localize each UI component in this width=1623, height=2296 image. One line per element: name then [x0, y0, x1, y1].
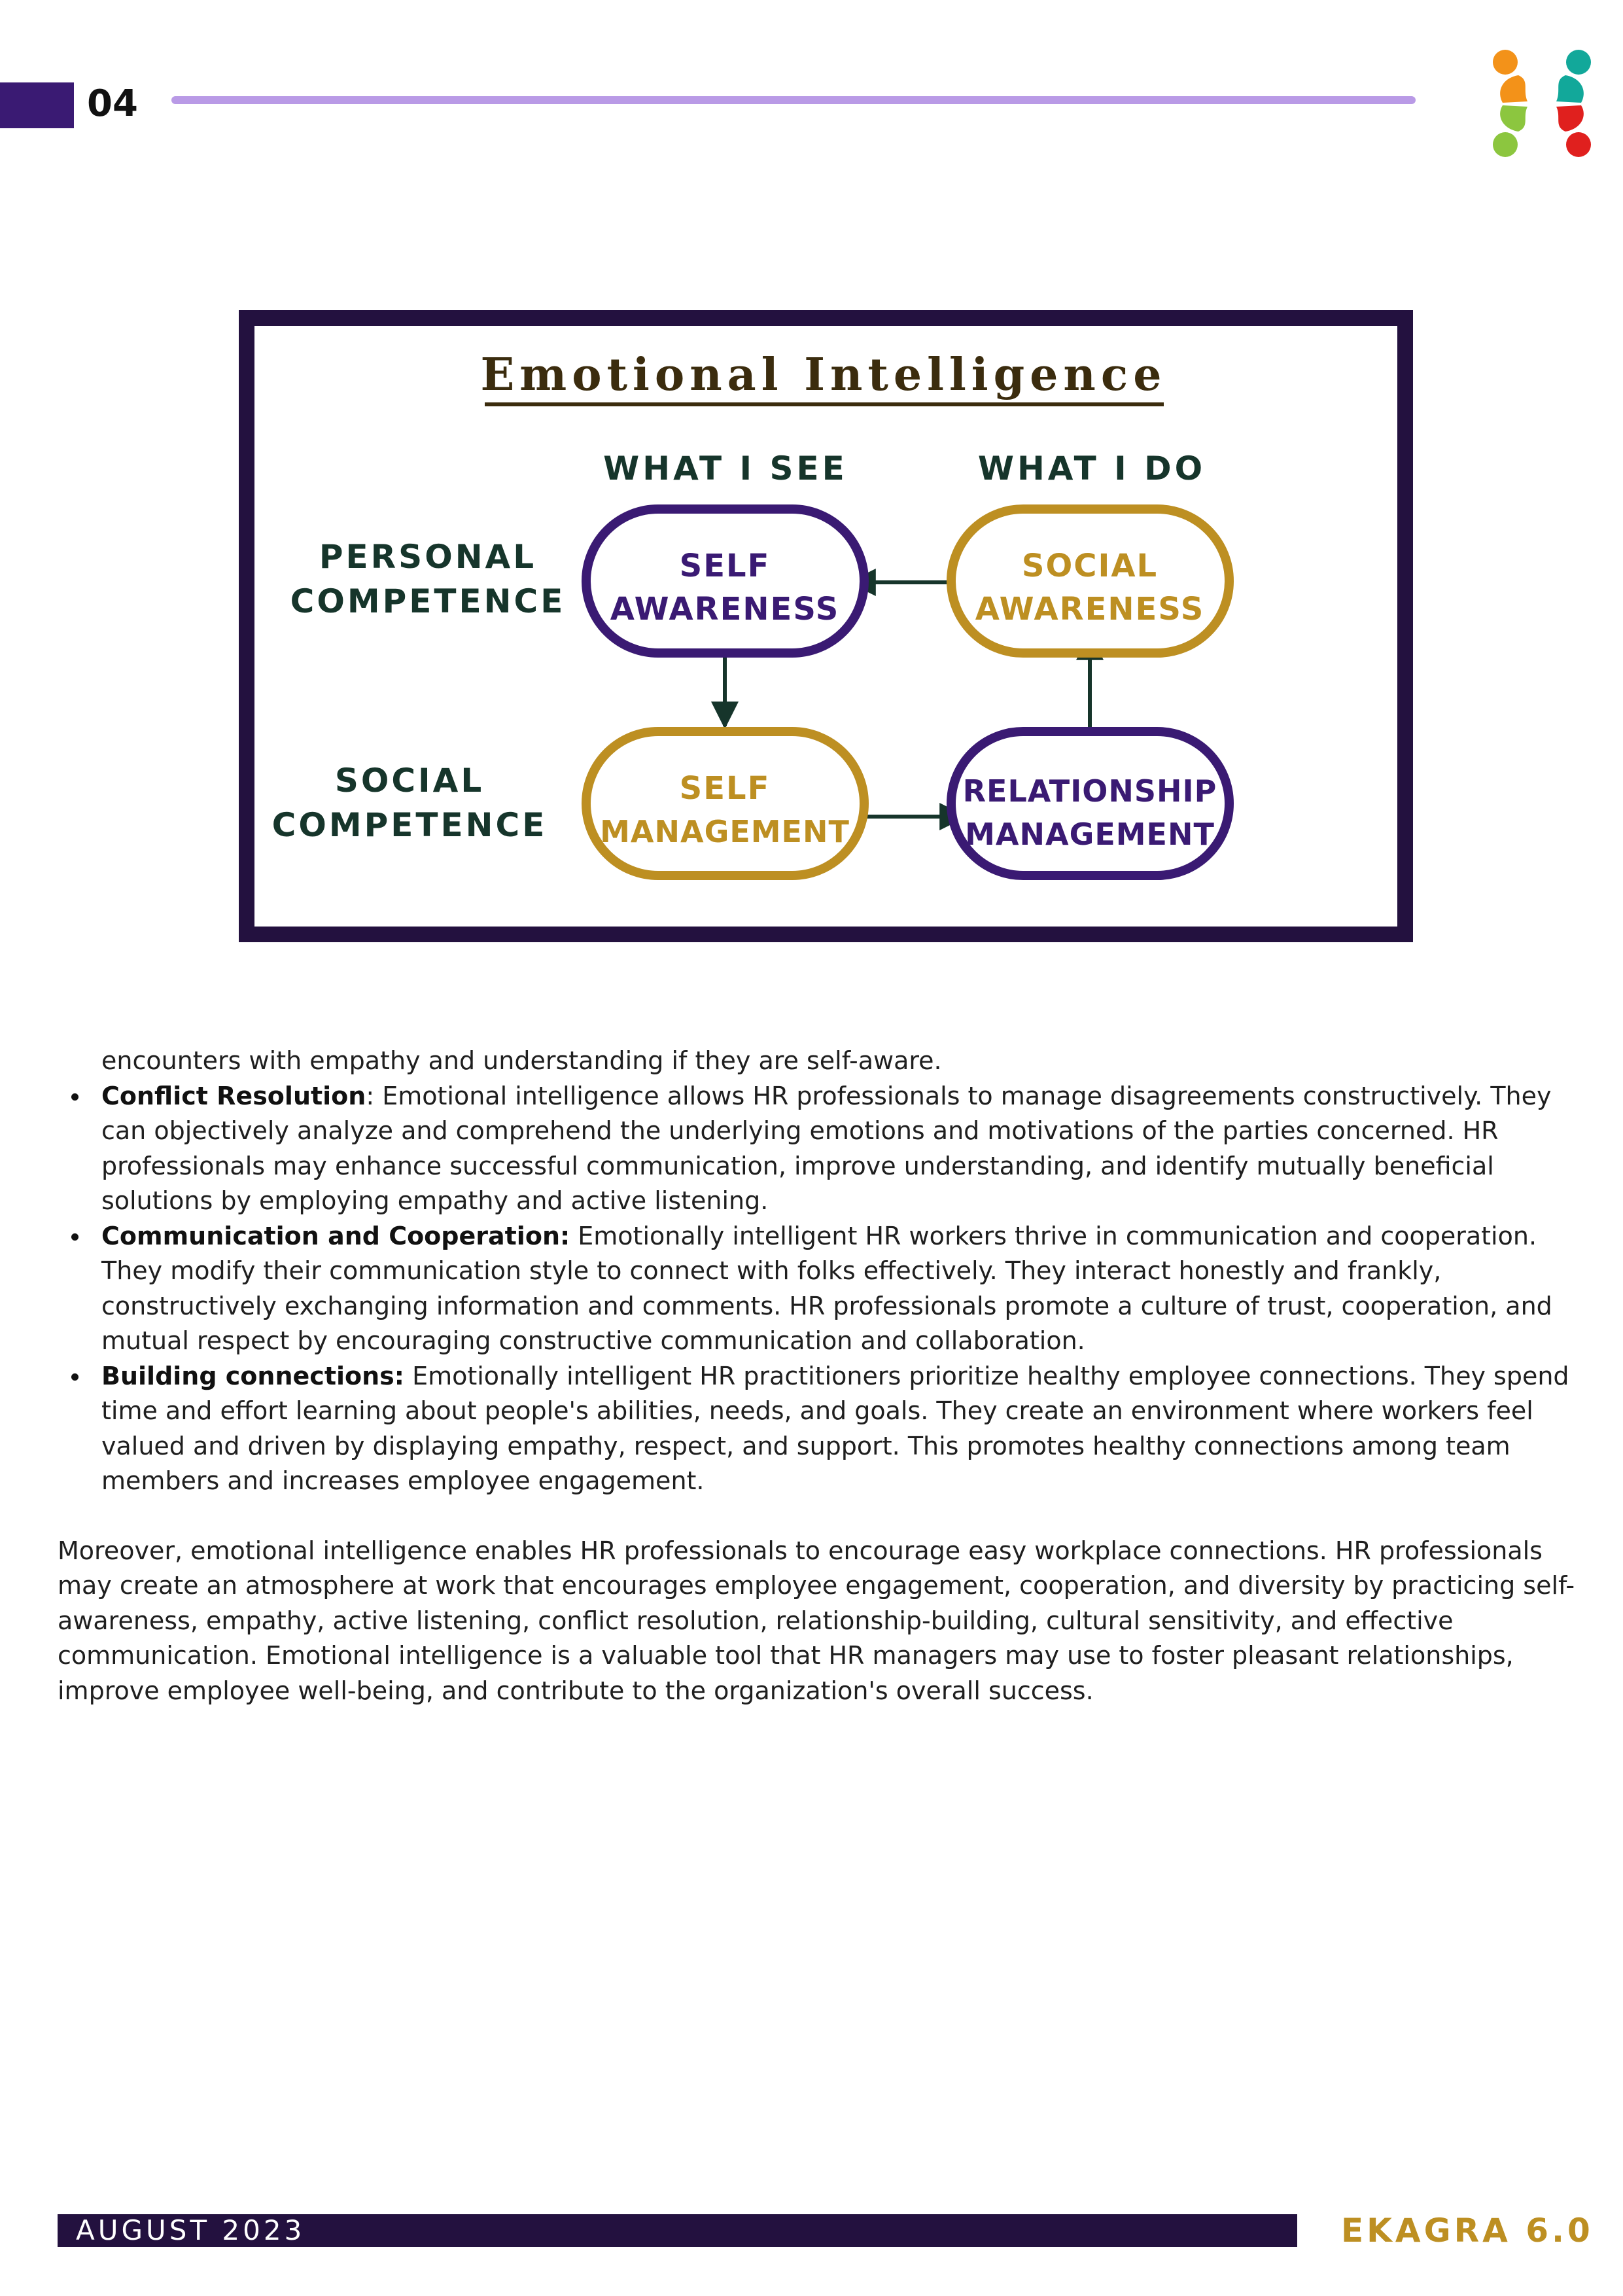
- logo-red-body: [1556, 105, 1584, 132]
- list-item: [101, 1219, 1575, 1359]
- diagram-canvas: [254, 326, 1397, 927]
- bullet-text: Emotionally intelligent HR workers thrive in communication and cooperation. They modify their communication style to connect with folks effectively. They interact honestly and frankly, constructively exchanging information and comments. HR professionals promote a culture of trust, cooperation, and mutual respect by encouraging constructive communication and collaboration.: [101, 1221, 1552, 1355]
- row-label-social-2: COMPETENCE: [271, 806, 548, 844]
- logo-green-body: [1500, 105, 1527, 132]
- logo-orange-head: [1493, 50, 1518, 75]
- footer-brand: EKAGRA 6.0: [1341, 2212, 1594, 2250]
- footer-date: AUGUST 2023: [76, 2214, 305, 2246]
- bullet-text: Emotionally intelligent HR practitioners prioritize healthy employee connections. They spend time and effort learning about people's abilities, needs, and goals. They create an environment where workers feel valued and driven by displaying empathy, respect, and support. This promotes healthy connections among team members and increases employee engagement.: [101, 1361, 1569, 1495]
- bullet-dot: [71, 1373, 79, 1381]
- continuation-line: encounters with empathy and understanding if they are self-aware.: [101, 1046, 942, 1075]
- logo-orange-body: [1500, 75, 1527, 103]
- header-accent-block: [0, 82, 74, 128]
- diagram-title: Emotional Intelligence: [480, 349, 1167, 401]
- article-body: [58, 1044, 1575, 1733]
- self-management-label-2: MANAGEMENT: [600, 814, 850, 849]
- list-item: [101, 1079, 1575, 1219]
- bullet-dot: [71, 1233, 79, 1241]
- bullet-term: Communication and Cooperation:: [101, 1221, 570, 1250]
- row-label-social-1: SOCIAL: [334, 762, 485, 800]
- list-item: [101, 1359, 1575, 1499]
- bullet-term: Conflict Resolution: [101, 1081, 366, 1110]
- page-number: 04: [87, 82, 138, 125]
- emotional-intelligence-diagram: [239, 310, 1413, 942]
- relationship-management-label-1: RELATIONSHIP: [962, 773, 1217, 809]
- people-circle-logo: [1476, 37, 1607, 168]
- logo-green-head: [1493, 132, 1518, 157]
- logo-teal-head: [1566, 50, 1591, 75]
- self-awareness-label-2: AWARENESS: [610, 591, 840, 627]
- bullet-term: Building connections:: [101, 1361, 404, 1390]
- self-awareness-label-1: SELF: [679, 548, 771, 584]
- row-label-personal-1: PERSONAL: [319, 538, 537, 576]
- self-management-label-1: SELF: [679, 770, 771, 807]
- logo-teal-body: [1556, 75, 1584, 103]
- bullet-term-separator: :: [366, 1081, 375, 1110]
- bullet-dot: [71, 1093, 79, 1101]
- relationship-management-label-2: MANAGEMENT: [965, 817, 1215, 852]
- logo-red-head: [1566, 132, 1591, 157]
- social-awareness-label-2: AWARENESS: [975, 591, 1205, 627]
- column-header-see: WHAT I SEE: [603, 450, 848, 487]
- closing-paragraph: Moreover, emotional intelligence enables HR professionals to encourage easy workplace connections. HR professionals may create an atmosphere at work that encourages employee engagement, cooperation, and diversity by practicing self-awareness, empathy, active listening, conflict resolution, relationship-building, cultural sensitivity, and effective communication. Emotional intelligence is a valuable tool that HR managers may use to foster pleasant relationships, improve employee well-being, and contribute to the organization's overall success.: [58, 1536, 1575, 1705]
- row-label-personal-2: COMPETENCE: [290, 582, 566, 620]
- header-rule: [171, 96, 1416, 104]
- social-awareness-label-1: SOCIAL: [1021, 548, 1159, 584]
- column-header-do: WHAT I DO: [977, 450, 1206, 487]
- bullet-list: [58, 1079, 1575, 1499]
- bullet-text: Emotional intelligence allows HR professionals to manage disagreements constructively. They can objectively analyze and comprehend the underlying emotions and motivations of the parties concerned. HR professionals may enhance successful communication, improve understanding, and identify mutually beneficial solutions by employing empathy and active listening.: [101, 1081, 1552, 1215]
